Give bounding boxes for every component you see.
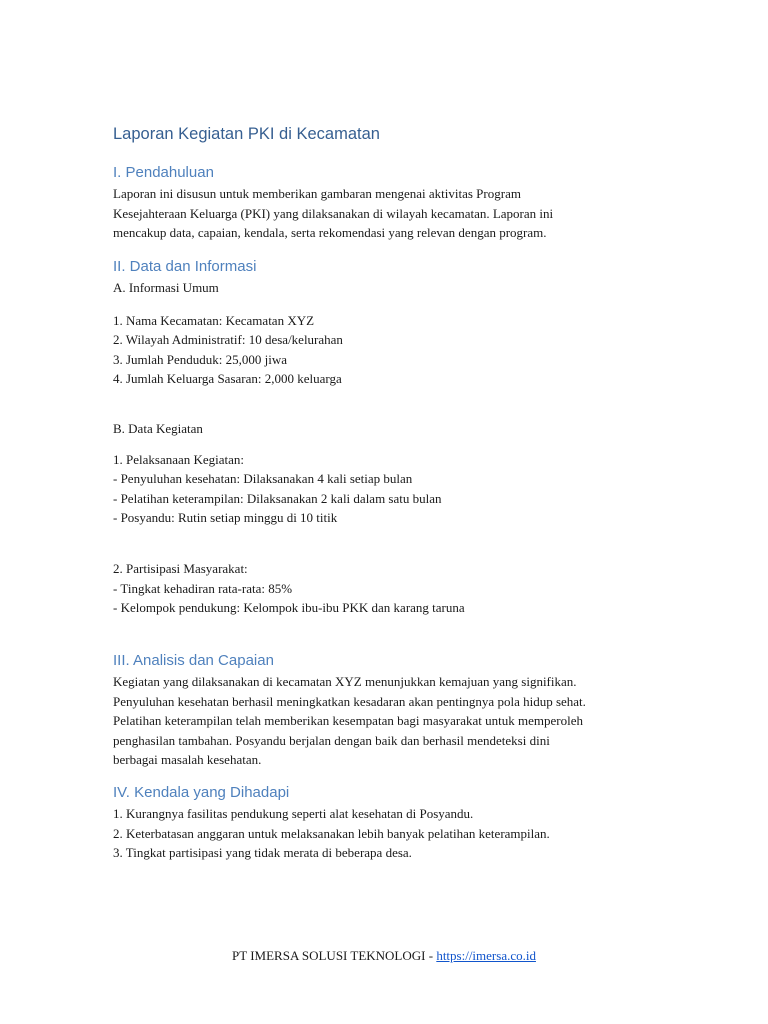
- paragraph-line: penghasilan tambahan. Posyandu berjalan dengan baik dan berhasil mendeteksi dini: [113, 732, 550, 748]
- paragraph-line: mencakup data, capaian, kendala, serta rekomendasi yang relevan dengan program.: [113, 225, 547, 240]
- heading-pendahuluan: I. Pendahuluan: [113, 164, 214, 181]
- section-data-informasi: [113, 257, 673, 389]
- page-footer: [0, 946, 768, 965]
- paragraph-analisis: [113, 672, 673, 770]
- list-item: - Kelompok pendukung: Kelompok ibu-ibu PKK dan karang taruna: [113, 600, 465, 615]
- paragraph-line: Penyuluhan kesehatan berhasil meningkatkan kesadaran akan pentingnya pola hidup sehat.: [113, 693, 586, 709]
- section-kendala: [113, 783, 673, 863]
- paragraph-line: berbagai masalah kesehatan.: [113, 752, 262, 767]
- paragraph-line: Pelatihan keterampilan telah memberikan kesempatan bagi masyarakat untuk memperoleh: [113, 713, 583, 728]
- list-item: 2. Partisipasi Masyarakat:: [113, 561, 248, 576]
- paragraph-line: Laporan ini disusun untuk memberikan gambaran mengenai aktivitas Program: [113, 186, 521, 201]
- paragraph-pendahuluan: [113, 184, 673, 243]
- footer-company: PT IMERSA SOLUSI TEKNOLOGI -: [232, 948, 437, 963]
- list-item: 3. Jumlah Penduduk: 25,000 jiwa: [113, 351, 288, 367]
- heading-analisis-capaian: III. Analisis dan Capaian: [113, 652, 274, 669]
- document-title: Laporan Kegiatan PKI di Kecamatan: [113, 125, 380, 143]
- list-item: 2. Keterbatasan anggaran untuk melaksanakan lebih banyak pelatihan keterampilan.: [113, 825, 550, 841]
- list-item: - Tingkat kehadiran rata-rata: 85%: [113, 580, 293, 596]
- list-item: 2. Wilayah Administratif: 10 desa/kelurahan: [113, 332, 343, 347]
- list-item: 3. Tingkat partisipasi yang tidak merata di beberapa desa.: [113, 845, 412, 860]
- footer-link[interactable]: https://imersa.co.id: [436, 948, 536, 963]
- list-kendala: [113, 804, 673, 863]
- list-item: - Posyandu: Rutin setiap minggu di 10 titik: [113, 510, 338, 525]
- list-item: 1. Nama Kecamatan: Kecamatan XYZ: [113, 312, 315, 328]
- paragraph-line: Kegiatan yang dilaksanakan di kecamatan XYZ menunjukkan kemajuan yang signifikan.: [113, 674, 577, 689]
- heading-kendala: IV. Kendala yang Dihadapi: [113, 784, 290, 801]
- heading-data-informasi: II. Data dan Informasi: [113, 258, 257, 275]
- subheading-data-kegiatan: B. Data Kegiatan: [113, 421, 203, 436]
- list-informasi-umum: [113, 311, 673, 389]
- paragraph-line: Kesejahteraan Keluarga (PKI) yang dilaksanakan di wilayah kecamatan. Laporan ini: [113, 205, 554, 221]
- list-item: 4. Jumlah Keluarga Sasaran: 2,000 keluarga: [113, 371, 342, 386]
- list-item: 1. Pelaksanaan Kegiatan:: [113, 451, 245, 467]
- list-item: 1. Kurangnya fasilitas pendukung seperti alat kesehatan di Posyandu.: [113, 806, 474, 821]
- subheading-informasi-umum: A. Informasi Umum: [113, 280, 219, 295]
- section-data-kegiatan: [113, 419, 673, 528]
- section-partisipasi: [113, 559, 673, 618]
- list-pelaksanaan-kegiatan: [113, 450, 673, 528]
- list-item: - Pelatihan keterampilan: Dilaksanakan 2 kali dalam satu bulan: [113, 490, 442, 506]
- list-item: - Penyuluhan kesehatan: Dilaksanakan 4 kali setiap bulan: [113, 471, 413, 486]
- section-analisis-capaian: [113, 651, 673, 770]
- document-page: [113, 0, 673, 1024]
- section-pendahuluan: [113, 163, 673, 243]
